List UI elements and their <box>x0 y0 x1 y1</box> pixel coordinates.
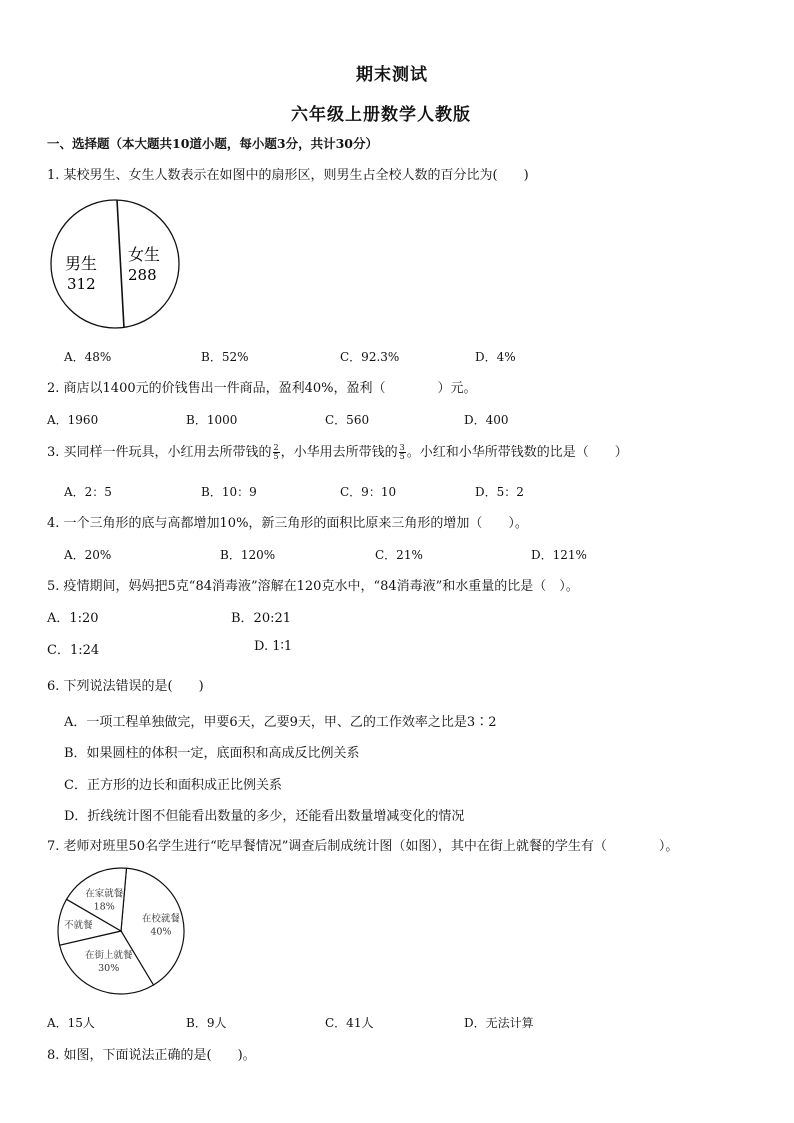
q1-option-d[interactable]: D．4% <box>475 350 516 364</box>
q1-option-c[interactable]: C．92.3% <box>340 350 400 364</box>
q4-option-c[interactable]: C．21% <box>375 548 423 562</box>
q3-text-part-b: ，小华用去所带钱的 <box>280 445 398 460</box>
gender-pie-right-label: 女生 <box>128 245 161 264</box>
q3-option-c[interactable]: C．9：10 <box>340 485 397 499</box>
section-heading: 一、选择题（本大题共10道小题，每小题3分，共计30分） <box>47 136 378 151</box>
pie-slice-label-4: 在家就餐 <box>85 888 124 900</box>
page-title: 期末测试 <box>356 65 428 85</box>
q3-text-part-c: 。小红和小华所带钱数的比是（ ） <box>406 445 628 460</box>
q5-option-d[interactable]: D. 1∶1 <box>254 639 293 654</box>
pie-slice-value-2: 30% <box>98 963 120 974</box>
q5-option-b[interactable]: B．20:21 <box>231 611 292 626</box>
q4-option-d[interactable]: D．121% <box>531 548 587 562</box>
q3-option-a[interactable]: A．2：5 <box>64 485 112 499</box>
q5-option-c[interactable]: C．1:24 <box>47 643 100 658</box>
q7-option-a[interactable]: A．15人 <box>47 1016 95 1030</box>
page-subtitle: 六年级上册数学人教版 <box>291 105 471 125</box>
q3-fraction-1: $\frac{2}{5}$ <box>273 443 279 461</box>
pie-slice-value-4: 18% <box>93 901 115 913</box>
q4-option-a[interactable]: A．20% <box>64 548 112 562</box>
q7-option-b[interactable]: B．9人 <box>186 1016 227 1030</box>
q3-option-d[interactable]: D．5：2 <box>475 485 524 499</box>
question-8-text: 8. 如图，下面说法正确的是( )。 <box>47 1048 256 1063</box>
question-7-text: 7. 老师对班里50名学生进行“吃早餐情况”调查后制成统计图（如图），其中在街上就餐的学生有（ ）。 <box>47 839 679 854</box>
question-4-text: 4. 一个三角形的底与高都增加10%，新三角形的面积比原来三角形的增加（ ）。 <box>47 516 528 531</box>
q4-option-b[interactable]: B．120% <box>220 548 276 562</box>
q6-option-a[interactable]: A．一项工程单独做完，甲要6天，乙要9天，甲、乙的工作效率之比是3∶2 <box>64 715 497 730</box>
q2-option-d[interactable]: D．400 <box>464 413 509 427</box>
q6-option-d[interactable]: D．折线统计图不但能看出数量的多少，还能看出数量增减变化的情况 <box>64 809 465 824</box>
question-3-text <box>47 441 628 461</box>
question-2-text: 2. 商店以1400元的价钱售出一件商品，盈利40%，盈利（ ）元。 <box>47 381 477 396</box>
q2-option-b[interactable]: B．1000 <box>186 413 238 427</box>
gender-pie-left-value: 312 <box>67 275 96 293</box>
gender-pie-right-value: 288 <box>128 266 157 284</box>
pie-slice-label-1: 在校就餐 <box>141 913 180 925</box>
pie-slice-label-3: 不就餐 <box>64 920 93 932</box>
question-1-text: 1. 某校男生、女生人数表示在如图中的扇形区，则男生占全校人数的百分比为( ) <box>47 168 529 183</box>
question-5-text: 5. 疫情期间，妈妈把5克“84消毒液”溶解在120克水中，“84消毒液”和水重量的比是（ ）。 <box>47 579 579 594</box>
q3-text-part-a: 3. 买同样一件玩具，小红用去所带钱的 <box>47 445 272 460</box>
q3-option-b[interactable]: B．10：9 <box>201 485 257 499</box>
q5-option-a[interactable]: A．1:20 <box>47 611 99 626</box>
breakfast-pie-chart <box>52 866 187 997</box>
pie-slice-label-2: 在街上就餐 <box>84 950 133 961</box>
q7-option-d[interactable]: D．无法计算 <box>464 1016 534 1030</box>
question-6-text: 6. 下列说法错误的是( ) <box>47 679 204 694</box>
gender-pie-left-label: 男生 <box>65 254 98 273</box>
q2-option-c[interactable]: C．560 <box>325 413 370 427</box>
q6-option-c[interactable]: C．正方形的边长和面积成正比例关系 <box>64 778 282 793</box>
pie-slice-value-1: 40% <box>150 926 172 938</box>
q1-option-b[interactable]: B．52% <box>201 350 249 364</box>
q3-fraction-2: $\frac{3}{5}$ <box>399 443 405 461</box>
q2-option-a[interactable]: A．1960 <box>47 413 99 427</box>
q1-option-a[interactable]: A．48% <box>64 350 112 364</box>
q7-option-c[interactable]: C．41人 <box>325 1016 374 1030</box>
q6-option-b[interactable]: B．如果圆柱的体积一定，底面积和高成反比例关系 <box>64 746 360 761</box>
gender-pie-figure <box>48 198 183 330</box>
